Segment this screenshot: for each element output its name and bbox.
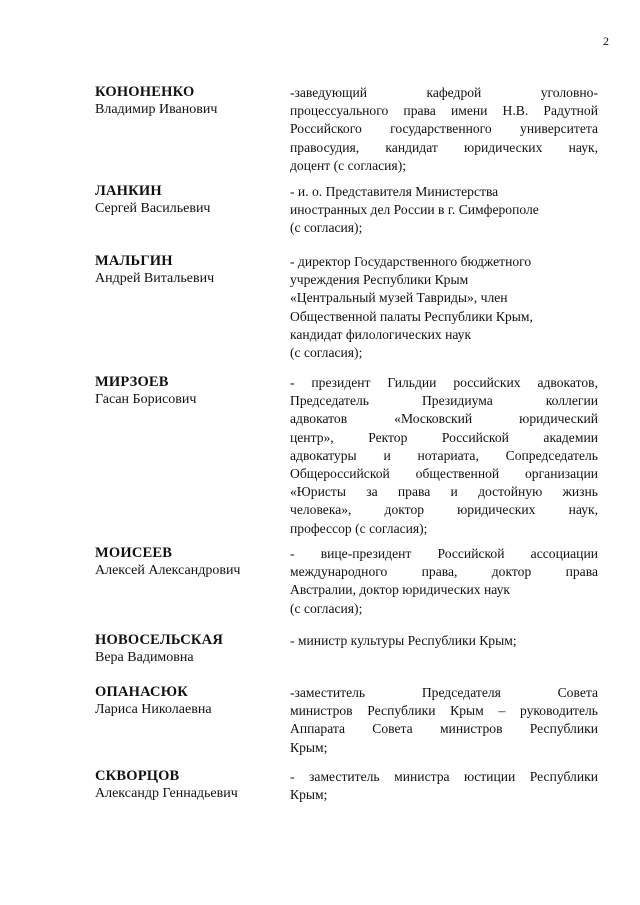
- role-line: - директор Государственного бюджетного: [290, 254, 532, 269]
- role-line: Общероссийской общественной организации: [290, 466, 598, 482]
- role-line: «Юристы за права и достойную жизнь: [290, 484, 598, 500]
- member-surname: НОВОСЕЛЬСКАЯ: [95, 632, 223, 648]
- role-line: министров Республики Крым – руководитель: [290, 703, 598, 719]
- member-given-names: Андрей Витальевич: [95, 271, 215, 286]
- member-given-names: Алексей Александрович: [95, 563, 241, 578]
- role-line: - и. о. Представителя Министерства: [290, 184, 499, 199]
- role-line: Крым;: [290, 787, 328, 803]
- role-line: Председатель Президиума коллегии: [290, 393, 598, 409]
- member-surname: ОПАНАСЮК: [95, 684, 188, 700]
- member-role: [290, 768, 598, 804]
- member-role: [290, 632, 598, 650]
- role-line: «Центральный музей Тавриды», член: [290, 290, 508, 306]
- role-line: - министр культуры Республики Крым;: [290, 633, 517, 648]
- role-line: адвокатов «Московский юридический: [290, 411, 598, 427]
- role-line: Общественной палаты Республики Крым,: [290, 308, 533, 324]
- role-line: профессор (с согласия);: [290, 520, 428, 536]
- role-line: Аппарата Совета министров Республики: [290, 721, 598, 737]
- member-role: [290, 253, 598, 362]
- member-role: [290, 84, 598, 175]
- role-line: - заместитель министра юстиции Республики: [290, 769, 598, 784]
- role-line: (с согласия);: [290, 345, 363, 361]
- member-given-names: Александр Геннадьевич: [95, 786, 238, 801]
- member-given-names: Владимир Иванович: [95, 102, 218, 117]
- role-line: доцент (с согласия);: [290, 157, 406, 173]
- role-line: (с согласия);: [290, 220, 363, 236]
- member-surname: МИРЗОЕВ: [95, 374, 169, 390]
- role-line: - вице-президент Российской ассоциации: [290, 546, 598, 561]
- member-role: [290, 374, 598, 538]
- role-line: -заместитель Председателя Совета: [290, 685, 598, 700]
- role-line: центр», Ректор Российской академии: [290, 429, 598, 445]
- member-surname: СКВОРЦОВ: [95, 768, 180, 784]
- member-surname: КОНОНЕНКО: [95, 84, 195, 100]
- role-line: правосудия, кандидат юридических наук,: [290, 139, 598, 155]
- role-line: кандидат филологических наук: [290, 326, 472, 342]
- member-given-names: Гасан Борисович: [95, 392, 197, 407]
- role-line: Крым;: [290, 739, 328, 755]
- role-line: процессуального права имени Н.В. Радутной: [290, 103, 598, 119]
- member-given-names: Сергей Васильевич: [95, 201, 211, 216]
- role-line: учреждения Республики Крым: [290, 272, 469, 288]
- role-line: иностранных дел России в г. Симферополе: [290, 202, 539, 218]
- role-line: человека», доктор юридических наук,: [290, 502, 598, 518]
- member-given-names: Лариса Николаевна: [95, 702, 212, 717]
- member-role: [290, 684, 598, 757]
- role-line: Австралии, доктор юридических наук: [290, 582, 511, 598]
- role-line: -заведующий кафедрой уголовно-: [290, 85, 598, 100]
- role-line: адвокатуры и нотариата, Сопредседатель: [290, 447, 598, 463]
- role-line: (с согласия);: [290, 600, 363, 616]
- role-line: Российского государственного университета: [290, 121, 598, 137]
- member-role: [290, 545, 598, 618]
- role-line: международного права, доктор права: [290, 564, 598, 580]
- page-number: 2: [603, 34, 609, 48]
- member-surname: МОИСЕЕВ: [95, 545, 173, 561]
- role-line: - президент Гильдии российских адвокатов,: [290, 375, 598, 390]
- member-surname: ЛАНКИН: [95, 183, 162, 199]
- member-surname: МАЛЬГИН: [95, 253, 173, 269]
- member-role: [290, 183, 598, 238]
- member-given-names: Вера Вадимовна: [95, 650, 194, 665]
